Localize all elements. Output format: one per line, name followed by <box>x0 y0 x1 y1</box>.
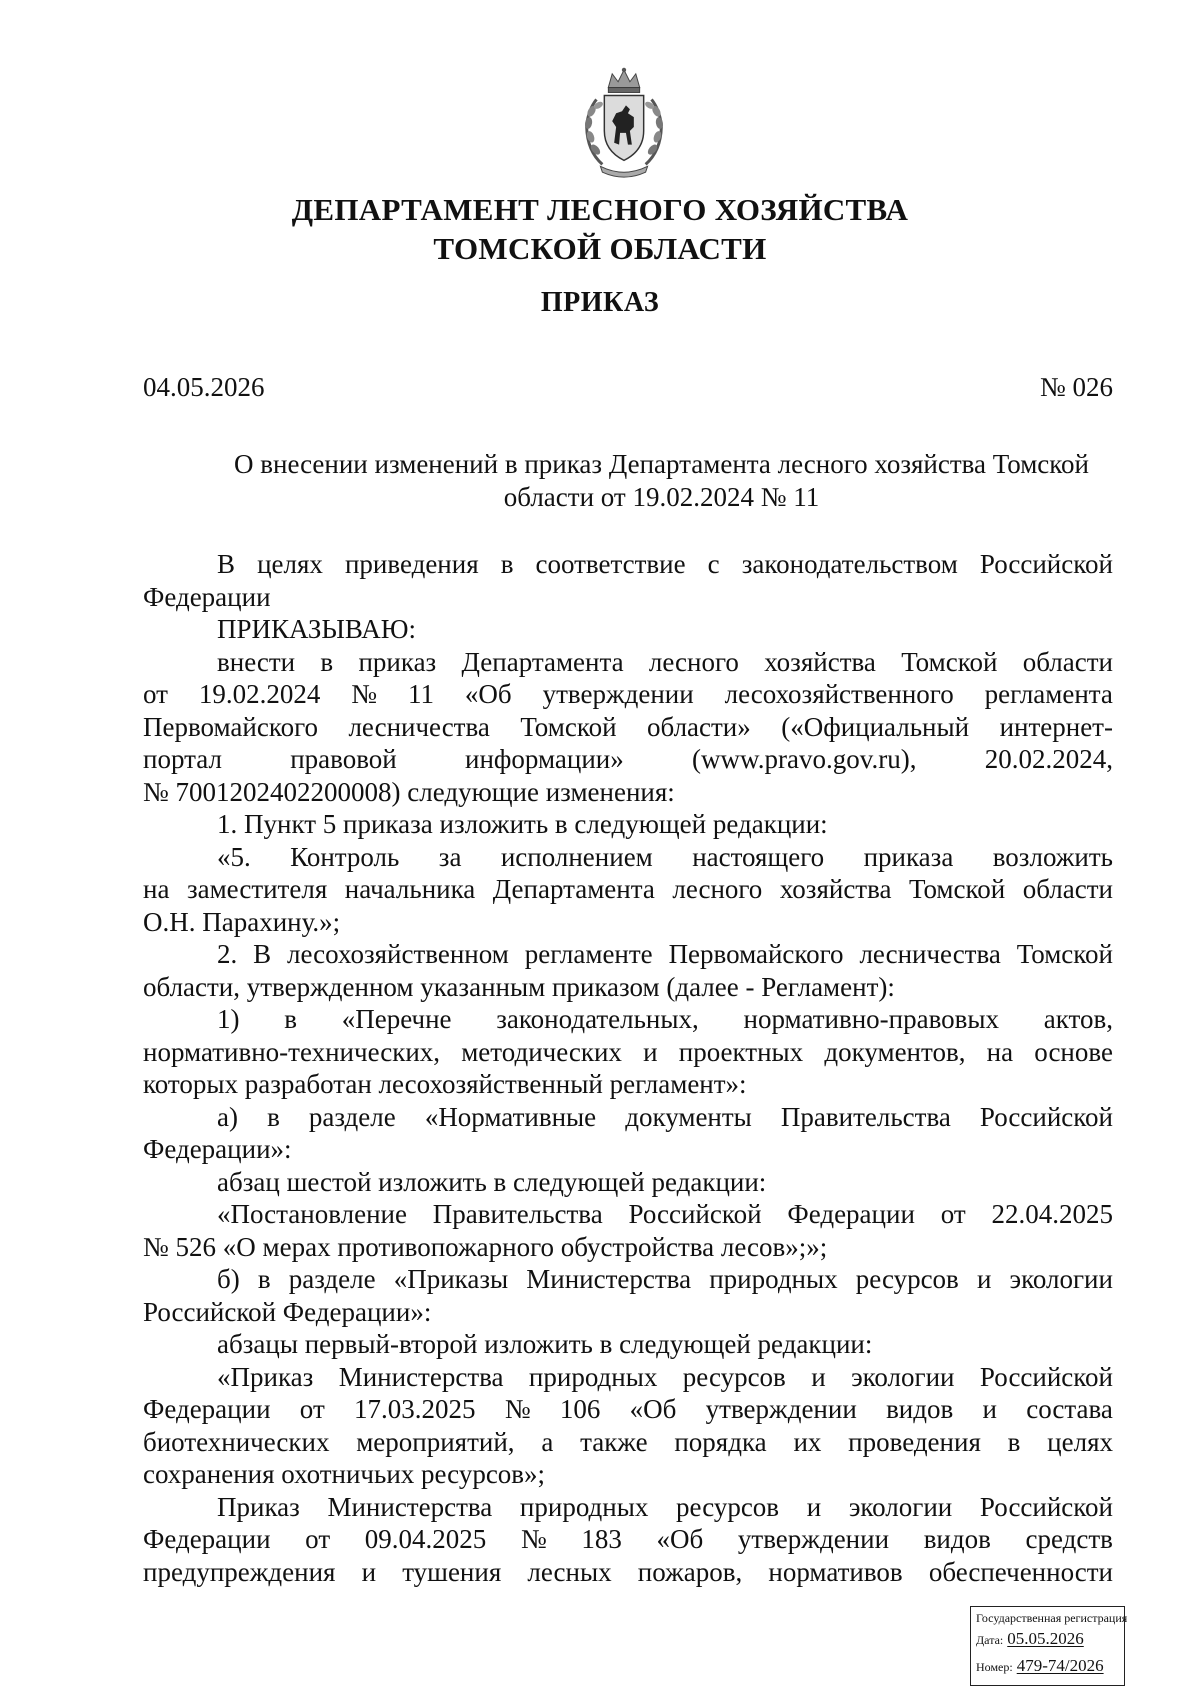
body-word: Томской <box>520 711 617 742</box>
registration-date-row <box>976 1626 1119 1653</box>
body-word: законодательством <box>741 549 958 579</box>
body-word: в <box>267 1101 280 1132</box>
body-word: пожаров, <box>637 1556 743 1587</box>
body-word: соответствие <box>535 549 686 579</box>
body-line: абзац шестой изложить в следующей редакции: <box>217 1166 767 1197</box>
body-word: лесничества <box>859 939 1001 969</box>
body-line <box>143 743 1113 776</box>
body-word: с <box>707 549 720 579</box>
body-line <box>143 1393 1113 1426</box>
body-word: 106 <box>559 1394 601 1424</box>
body-word: ресурсов <box>855 1264 959 1294</box>
body-line <box>143 548 1113 581</box>
body-word: Федерации <box>143 1524 271 1554</box>
order-subject <box>210 448 1113 514</box>
body-word: хозяйства <box>764 646 876 677</box>
body-word: экологии <box>1009 1264 1113 1294</box>
body-word: за <box>438 841 462 872</box>
body-word: разделе <box>288 1264 376 1294</box>
body-word: утверждении <box>737 1524 890 1554</box>
body-word: а <box>541 1426 554 1457</box>
body-word: № <box>520 1524 547 1554</box>
body-line <box>143 1263 1113 1296</box>
body-word: видов <box>886 1394 954 1424</box>
body-word: разделе <box>308 1101 396 1132</box>
body-word: б) <box>217 1264 240 1294</box>
body-word: Российской <box>628 1199 762 1229</box>
body-word: природных <box>519 1491 649 1522</box>
body-word: утверждении <box>705 1394 857 1424</box>
body-word: ресурсов <box>676 1491 780 1522</box>
body-word: природных <box>709 1264 838 1294</box>
order-body-text <box>143 548 1113 1588</box>
body-word: состава <box>1026 1394 1113 1424</box>
body-word: и <box>361 1556 377 1587</box>
body-line <box>143 1101 1113 1134</box>
body-line: которых разработан лесохозяйственный регламент»: <box>143 1069 747 1099</box>
body-word: в <box>1007 1426 1021 1457</box>
registration-number-label: Номер: <box>976 1660 1013 1674</box>
body-word: Томской <box>901 646 998 677</box>
body-word: «Перечне <box>341 1004 452 1034</box>
body-word: нормативно-правовых <box>743 1004 1000 1034</box>
body-word: проведения <box>848 1426 981 1457</box>
body-line: абзацы первый-второй изложить в следующей редакции: <box>217 1329 873 1359</box>
body-word: Томской <box>908 874 1006 904</box>
body-word: «Нормативные <box>424 1101 597 1132</box>
body-line <box>143 1491 1113 1524</box>
body-word: нормативно-технических, <box>143 1036 441 1067</box>
body-word: области» <box>647 711 751 742</box>
body-line: области, утвержденном указанным приказом (далее - Регламент): <box>143 971 895 1002</box>
body-word: лесного <box>672 874 763 904</box>
body-word: Первомайского <box>143 711 318 742</box>
body-word: лесничества <box>348 711 490 742</box>
body-word: Федерации <box>143 1394 271 1424</box>
body-line <box>143 1198 1113 1231</box>
body-word: Российской <box>979 549 1113 579</box>
body-word: обеспеченности <box>928 1556 1113 1587</box>
body-line <box>143 646 1113 679</box>
order-number: № 026 <box>1039 372 1113 402</box>
body-word: «Об <box>629 1394 677 1424</box>
registration-date-value: 05.05.2026 <box>1007 1629 1084 1648</box>
body-word: 19.02.2024 <box>198 679 321 709</box>
registration-stamp <box>970 1606 1128 1686</box>
body-word: Департамента <box>461 646 624 677</box>
body-line <box>143 873 1113 906</box>
body-word: проектных <box>678 1036 804 1067</box>
body-line <box>143 711 1113 744</box>
body-word: Министерства <box>526 1264 692 1294</box>
body-line: № 7001202402200008) следующие изменения: <box>143 776 675 807</box>
body-word: на <box>986 1036 1014 1067</box>
body-word: исполнением <box>500 841 653 872</box>
body-word: Российской <box>979 1101 1113 1132</box>
body-line: ПРИКАЗЫВАЮ: <box>217 614 416 644</box>
body-word: «Об <box>464 679 512 709</box>
body-word: 11 <box>407 679 434 709</box>
order-date: 04.05.2026 <box>143 372 265 402</box>
body-word: видов <box>923 1524 991 1554</box>
body-word: средств <box>1025 1524 1113 1554</box>
body-word: Правительства <box>780 1101 951 1132</box>
body-word: от <box>299 1394 325 1424</box>
body-word: (www.pravo.gov.ru), <box>692 744 917 774</box>
body-line: сохранения охотничьих ресурсов»; <box>143 1459 546 1489</box>
body-word: 1) <box>217 1004 240 1034</box>
subject-line: О внесении изменений в приказ Департамента лесного хозяйства Томской <box>234 449 1089 479</box>
body-line: № 526 «О мерах противопожарного обустройства лесов»;»; <box>143 1231 828 1262</box>
body-word: № <box>351 679 378 709</box>
body-word: 22.04.2025 <box>991 1199 1113 1229</box>
body-word: и <box>806 1491 822 1522</box>
body-word: хозяйства <box>779 874 892 904</box>
body-line: Федерации»: <box>143 1134 292 1164</box>
body-word: «Приказы <box>393 1264 509 1294</box>
body-line: О.Н. Парахину.»; <box>143 906 341 937</box>
body-word: возложить <box>992 841 1113 872</box>
registration-number-row <box>976 1653 1119 1680</box>
body-word: («Официальный <box>781 711 970 742</box>
body-word: Российской <box>979 1361 1113 1392</box>
body-word: № <box>504 1394 531 1424</box>
body-word: Правительства <box>432 1199 603 1229</box>
body-word: области <box>1022 646 1113 677</box>
body-line <box>143 1036 1113 1069</box>
registration-date-label: Дата: <box>976 1633 1004 1647</box>
body-word: Министерства <box>338 1361 504 1392</box>
body-word: в <box>284 1004 297 1034</box>
body-word: в <box>320 646 334 677</box>
body-line <box>143 1523 1113 1556</box>
body-word: биотехнических <box>143 1426 330 1457</box>
body-word: Томской <box>1016 939 1113 969</box>
body-word: а) <box>217 1101 238 1132</box>
body-word: основе <box>1034 1036 1113 1067</box>
body-line: Федерации <box>143 581 271 612</box>
body-word: также <box>580 1426 648 1457</box>
body-word: Департамента <box>492 874 655 904</box>
body-word: лесного <box>648 646 739 677</box>
tomsk-oblast-coat-of-arms-icon <box>565 66 683 184</box>
body-line <box>143 1426 1113 1459</box>
body-line: 1. Пункт 5 приказа изложить в следующей редакции: <box>217 809 828 839</box>
department-name-line1: ДЕПАРТАМЕНТ ЛЕСНОГО ХОЗЯЙСТВА <box>291 192 909 227</box>
body-line: Российской Федерации»: <box>143 1296 432 1327</box>
body-word: приказ <box>358 646 437 677</box>
body-word: приведения <box>344 549 479 579</box>
body-word: лесохозяйственного <box>724 679 954 709</box>
body-line <box>143 841 1113 874</box>
body-word: природных <box>528 1361 658 1392</box>
registration-number-value: 479-74/2026 <box>1016 1656 1104 1675</box>
body-word: и <box>811 1361 826 1392</box>
body-word: «Приказ <box>217 1361 314 1392</box>
body-word: и <box>643 1036 658 1067</box>
body-word: начальника <box>344 874 476 904</box>
body-word: регламенте <box>524 939 653 969</box>
body-word: заместителя <box>186 874 328 904</box>
body-word: «Постановление <box>217 1199 407 1229</box>
body-word: предупреждения <box>143 1556 336 1587</box>
body-word: Российской <box>979 1491 1113 1522</box>
body-word: тушения <box>402 1556 502 1587</box>
body-word: в <box>257 1264 271 1294</box>
body-word: Первомайского <box>668 939 844 969</box>
body-line <box>143 678 1113 711</box>
body-word: и <box>976 1264 992 1294</box>
body-word: на <box>143 874 170 904</box>
document-type-title: ПРИКАЗ <box>540 287 660 318</box>
body-word: их <box>793 1426 822 1457</box>
body-line <box>143 1361 1113 1394</box>
body-word: настоящего <box>692 841 825 872</box>
department-name-line2: ТОМСКОЙ ОБЛАСТИ <box>433 231 767 266</box>
body-word: интернет- <box>999 711 1113 742</box>
body-word: мероприятий, <box>356 1426 515 1457</box>
body-word: лесохозяйственном <box>287 939 509 969</box>
body-word: Федерации <box>787 1199 915 1229</box>
body-word: области <box>1022 874 1113 904</box>
body-word: правовой <box>290 744 397 774</box>
body-word: документы <box>625 1101 752 1132</box>
body-line <box>143 1003 1113 1036</box>
body-word: 183 <box>581 1524 622 1554</box>
body-word: 20.02.2024, <box>984 744 1113 774</box>
body-word: утверждении <box>542 679 694 709</box>
body-word: Приказ <box>217 1491 300 1522</box>
body-word: от <box>305 1524 331 1554</box>
body-word: лесных <box>527 1556 612 1587</box>
body-word: «Об <box>656 1524 704 1554</box>
body-word: законодательных, <box>496 1004 699 1034</box>
subject-line: области от 19.02.2024 № 11 <box>503 482 820 512</box>
body-word: экологии <box>848 1491 953 1522</box>
body-word: от <box>143 679 168 709</box>
body-word: Министерства <box>327 1491 493 1522</box>
body-word: методических <box>461 1036 622 1067</box>
body-word: Контроль <box>290 841 400 872</box>
body-word: 2. <box>217 939 238 969</box>
body-word: экологии <box>851 1361 955 1392</box>
body-word: нормативов <box>768 1556 903 1587</box>
body-word: 09.04.2025 <box>364 1524 487 1554</box>
body-word: целях <box>257 549 323 579</box>
body-word: В <box>217 549 236 579</box>
body-line <box>143 1556 1113 1589</box>
body-word: портал <box>143 744 222 774</box>
body-word: целях <box>1047 1426 1113 1457</box>
body-word: 17.03.2025 <box>354 1394 476 1424</box>
body-word: регламента <box>984 679 1113 709</box>
body-word: информации» <box>465 744 624 774</box>
body-line <box>143 938 1113 971</box>
body-word: документов, <box>824 1036 966 1067</box>
body-word: порядка <box>674 1426 767 1457</box>
body-word: приказа <box>863 841 954 872</box>
body-word: В <box>253 939 272 969</box>
body-word: «5. <box>217 841 251 872</box>
body-word: в <box>500 549 514 579</box>
body-word: внести <box>217 646 296 677</box>
registration-stamp-title: Государственная регистрация <box>976 1611 1128 1625</box>
body-word: актов, <box>1043 1004 1113 1034</box>
body-word: ресурсов <box>682 1361 786 1392</box>
body-word: от <box>940 1199 966 1229</box>
body-word: и <box>982 1394 997 1424</box>
